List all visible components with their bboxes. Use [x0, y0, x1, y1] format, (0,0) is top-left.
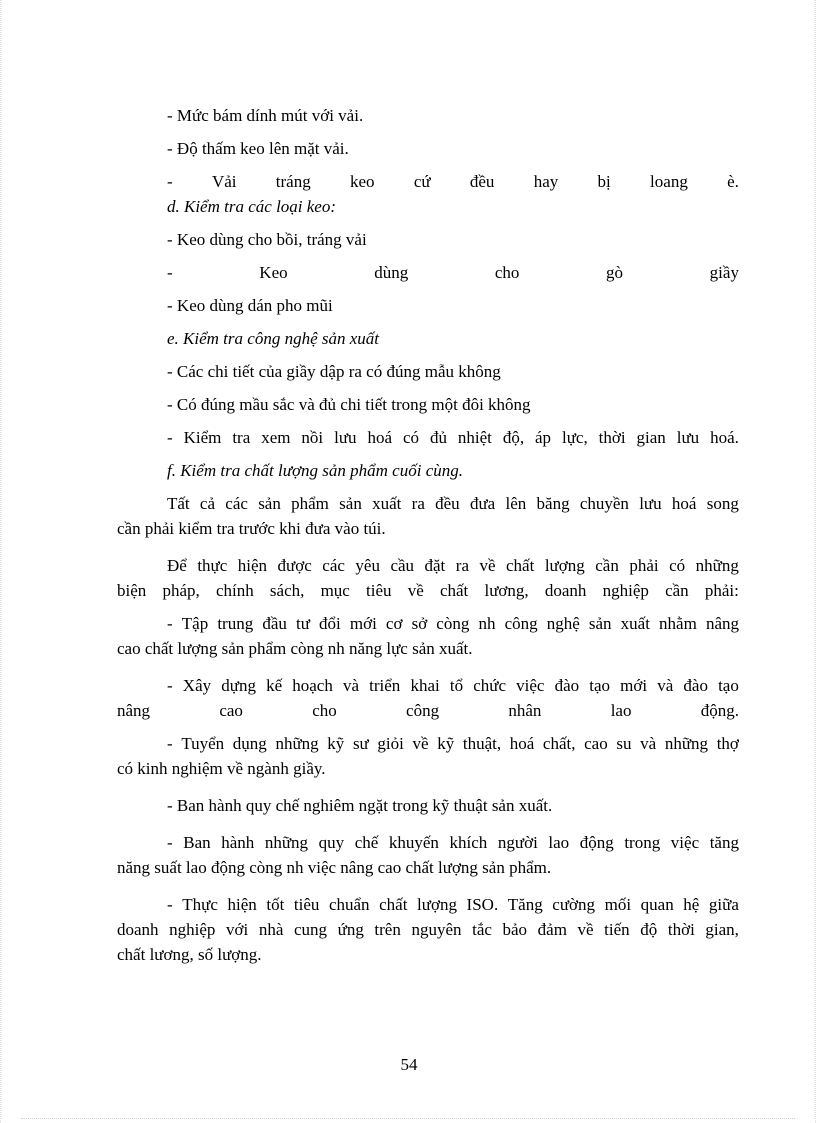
word: và	[342, 676, 360, 695]
word: dụng	[232, 734, 267, 753]
word: gian	[636, 428, 666, 447]
word: lực,	[561, 428, 588, 447]
word: cường	[552, 895, 596, 914]
word: thực	[197, 556, 228, 575]
word: phải:	[704, 581, 739, 600]
word: trung	[217, 614, 254, 633]
word: tốt	[266, 895, 285, 914]
word: mới	[349, 614, 377, 633]
bullet-iso-line1	[167, 892, 739, 917]
word: nhân	[508, 701, 542, 720]
word: cao	[584, 734, 608, 753]
word: hiện	[237, 556, 268, 575]
bullet-regulations: - Ban hành quy chế nghiêm ngặt trong kỹ thuật sản xuất.	[167, 796, 553, 815]
word: về	[479, 556, 496, 575]
word: tạo	[718, 676, 739, 695]
word: những	[275, 734, 319, 753]
word: -	[167, 172, 173, 191]
word: lưu	[676, 428, 700, 447]
word: -	[167, 428, 173, 447]
word: lao	[548, 833, 570, 852]
word: khích	[449, 833, 488, 852]
word: những	[664, 734, 709, 753]
word: hoá	[509, 734, 535, 753]
word: lượng	[417, 895, 457, 914]
word: mới	[620, 676, 648, 695]
word: -	[167, 734, 173, 753]
word: về	[412, 734, 429, 753]
word: phải	[629, 556, 659, 575]
section-heading-d: d. Kiểm tra các loại keo:	[167, 197, 337, 216]
word: đặt	[424, 556, 446, 575]
word: hay	[533, 172, 559, 191]
word: giỏi	[377, 734, 404, 753]
word: cả	[199, 494, 216, 513]
word: cứ	[413, 172, 431, 191]
bullet-glue-lining: - Keo dùng cho bồi, tráng vải	[167, 230, 367, 249]
word: kỹ	[327, 734, 345, 753]
bullet-incentives-line2: năng suất lao động còng nh việc nâng cao chất lượng sản phẩm.	[117, 858, 552, 877]
word: ra	[411, 494, 425, 513]
word: nghệ	[546, 614, 580, 633]
word: đều	[435, 494, 460, 513]
word: pháp,	[162, 581, 200, 600]
word: chất,	[542, 734, 576, 753]
word: độ	[640, 920, 658, 939]
word: sản	[588, 614, 612, 633]
word: cầu	[390, 556, 415, 575]
word: tiêu	[366, 581, 392, 600]
bullet-incentives-line1	[167, 830, 739, 855]
word: sư	[352, 734, 369, 753]
word: băng	[536, 494, 570, 513]
bullet-recruit-line2: có kinh nghiệm về ngành giầy.	[117, 759, 326, 778]
bullet-adhesion: - Mức bám dính mút với vải.	[167, 106, 364, 125]
word: hoá.	[710, 428, 739, 447]
bullet-die-cut-parts: - Các chi tiết của giầy dập ra có đúng mẫu không	[167, 362, 501, 381]
word: keo	[350, 172, 375, 191]
paragraph-requirements-line2	[117, 578, 739, 603]
paragraph-requirements-line1	[167, 553, 739, 578]
word: chất	[379, 895, 408, 914]
bullet-glue-penetration: - Độ thấm keo lên mặt vải.	[167, 139, 349, 158]
word: các	[225, 494, 248, 513]
word: về	[407, 581, 424, 600]
word: giầy	[709, 263, 739, 282]
bullet-invest-line2: cao chất lượng sản phẩm còng nh năng lực sản xuất.	[117, 639, 473, 658]
word: việc	[516, 676, 545, 695]
word: đưa	[469, 494, 496, 513]
word: lao	[610, 701, 632, 720]
word: Tập	[181, 614, 209, 633]
word: mối	[604, 895, 632, 914]
word: khai	[410, 676, 440, 695]
word: cho	[312, 701, 337, 720]
word: thời	[667, 920, 695, 939]
word: chất	[506, 556, 535, 575]
word: nh	[478, 614, 496, 633]
word: su	[616, 734, 632, 753]
word: loang	[650, 172, 688, 191]
word: gò	[606, 263, 624, 282]
word: xuất	[620, 614, 650, 633]
word: cần	[665, 581, 689, 600]
word: giữa	[708, 895, 739, 914]
word: việc	[670, 833, 700, 852]
word: cơ	[385, 614, 403, 633]
word: hiện	[227, 895, 257, 914]
word: chính	[215, 581, 254, 600]
word: thợ	[716, 734, 739, 753]
paragraph-final-products-line2: cần phải kiểm tra trước khi đưa vào túi.	[117, 519, 386, 538]
word: và	[657, 676, 674, 695]
word: Tuyển	[181, 734, 225, 753]
word: chuyền	[579, 494, 629, 513]
word: kỹ	[437, 734, 455, 753]
bullet-recruit-line1	[167, 731, 739, 756]
word: yêu	[355, 556, 380, 575]
word: còng	[436, 614, 470, 633]
word: doanh	[117, 920, 159, 939]
word: -	[167, 833, 173, 852]
word: lương,	[484, 581, 529, 600]
word: có	[402, 428, 419, 447]
bullet-training-line2	[117, 698, 739, 723]
word: công	[504, 614, 538, 633]
word: hệ	[683, 895, 700, 914]
word: sở	[411, 614, 428, 633]
word: chế	[354, 833, 379, 852]
word: tra	[232, 428, 251, 447]
bullet-glue-toe-puff: - Keo dùng dán pho mũi	[167, 296, 333, 315]
page-bottom-border	[21, 1118, 795, 1119]
word: lên	[505, 494, 527, 513]
word: hoạch	[292, 676, 333, 695]
word: những	[695, 556, 739, 575]
word: lưu	[334, 428, 357, 447]
word: hành	[221, 833, 255, 852]
word: ứng	[337, 920, 364, 939]
word: tăng	[709, 833, 739, 852]
page-body	[117, 100, 739, 967]
bullet-uneven-coating	[167, 169, 739, 194]
word: lưu	[639, 494, 662, 513]
word: đào	[683, 676, 708, 695]
word: Tất	[167, 494, 190, 513]
word: mục	[320, 581, 350, 600]
word: nhiệt	[457, 428, 492, 447]
word: nâng	[705, 614, 739, 633]
word: động	[579, 833, 614, 852]
word: Vải	[211, 172, 237, 191]
word: cung	[293, 920, 328, 939]
word: độ,	[502, 428, 525, 447]
word: Keo	[259, 263, 288, 282]
page-number: 54	[400, 1055, 418, 1074]
word: bảo	[502, 920, 528, 939]
word: Để	[167, 556, 187, 575]
word: được	[277, 556, 312, 575]
bullet-vulcanizer-check	[167, 425, 739, 450]
paragraph-final-products-line1	[167, 491, 739, 516]
section-heading-e: e. Kiểm tra công nghệ sản xuất	[167, 329, 379, 348]
bullet-colors-parts: - Có đúng mầu sắc và đủ chi tiết trong một đôi không	[167, 395, 531, 414]
word: sản	[258, 494, 281, 513]
word: chuẩn	[328, 895, 370, 914]
word: về	[577, 920, 594, 939]
word: động.	[700, 701, 739, 720]
word: triển	[369, 676, 401, 695]
bullet-glue-lasting	[167, 260, 739, 285]
word: sản	[339, 494, 362, 513]
word: trên	[374, 920, 401, 939]
word: với	[226, 920, 249, 939]
word: cần	[595, 556, 619, 575]
word: sách,	[269, 581, 305, 600]
word: nồi	[301, 428, 324, 447]
word: chức	[473, 676, 507, 695]
word: những	[264, 833, 309, 852]
word: tiêu	[293, 895, 320, 914]
word: biện	[117, 581, 147, 600]
word: các	[322, 556, 345, 575]
word: gian,	[705, 920, 739, 939]
word: -	[167, 263, 173, 282]
word: Xây	[182, 676, 212, 695]
word: nhằm	[659, 614, 697, 633]
word: doanh	[544, 581, 587, 600]
word: nghiệp	[169, 920, 216, 939]
word: dựng	[221, 676, 256, 695]
word: cao	[219, 701, 243, 720]
word: -	[167, 676, 173, 695]
word: đào	[554, 676, 580, 695]
word: thời	[598, 428, 626, 447]
word: nghiệp	[602, 581, 649, 600]
word: nguyên	[411, 920, 462, 939]
word: người	[497, 833, 538, 852]
word: quy	[318, 833, 345, 852]
word: tắc	[472, 920, 492, 939]
word: è.	[727, 172, 739, 191]
word: tổ	[449, 676, 464, 695]
word: tư	[295, 614, 310, 633]
word: chất	[439, 581, 469, 600]
word: tạo	[589, 676, 611, 695]
word: bị	[597, 172, 611, 191]
word: và	[640, 734, 657, 753]
word: hoá	[671, 494, 697, 513]
bullet-invest-line1	[167, 611, 739, 636]
word: cho	[494, 263, 520, 282]
word: khuyến	[388, 833, 439, 852]
word: Kiểm	[183, 428, 222, 447]
word: thuật,	[462, 734, 502, 753]
word: nâng	[117, 701, 151, 720]
section-heading-f: f. Kiểm tra chất lượng sản phẩm cuối cùng.	[167, 461, 463, 480]
word: phẩm	[291, 494, 329, 513]
word: tráng	[275, 172, 311, 191]
word: lượng	[544, 556, 585, 575]
bullet-iso-line3: chất lương, số lượng.	[117, 945, 262, 964]
word: nhà	[258, 920, 284, 939]
word: quan	[640, 895, 674, 914]
word: hoá	[367, 428, 393, 447]
word: -	[167, 614, 173, 633]
word: dùng	[374, 263, 409, 282]
word: -	[167, 895, 173, 914]
word: Thực	[182, 895, 218, 914]
word: ISO.	[466, 895, 499, 914]
word: Ban	[183, 833, 211, 852]
word: xem	[261, 428, 291, 447]
word: trong	[624, 833, 661, 852]
word: Tăng	[507, 895, 543, 914]
word: đảm	[537, 920, 567, 939]
word: tiến	[604, 920, 630, 939]
word: ra	[455, 556, 469, 575]
word: đầu	[262, 614, 287, 633]
word: đổi	[319, 614, 341, 633]
word: đều	[469, 172, 495, 191]
word: đủ	[429, 428, 447, 447]
word: áp	[535, 428, 552, 447]
word: song	[706, 494, 739, 513]
word: có	[669, 556, 686, 575]
bullet-iso-line2	[117, 917, 739, 942]
word: xuất	[372, 494, 402, 513]
bullet-training-line1	[167, 673, 739, 698]
word: công	[406, 701, 440, 720]
word: kế	[266, 676, 283, 695]
